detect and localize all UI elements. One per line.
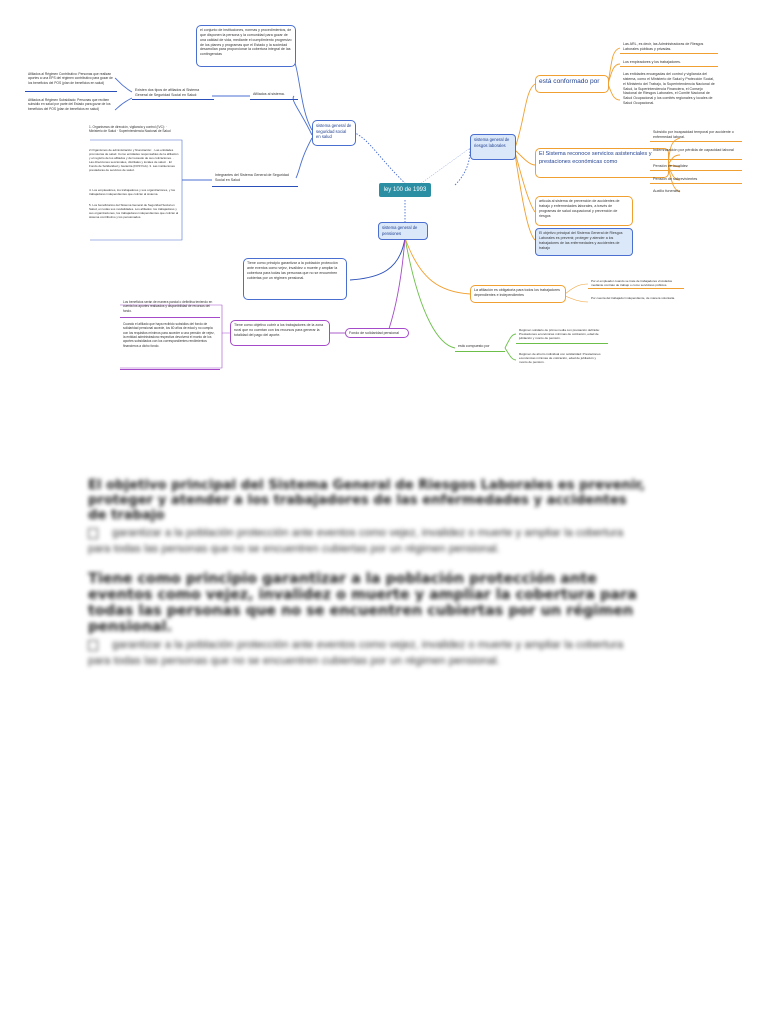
conformado-2: Los empleadores y los trabajadores.: [620, 58, 718, 67]
sgss-definition: el conjunto de instituciones, normas y procedimientos, de que disponen la persona y la comunidad para gozar de una calidad de vida, mediante el cumplimiento progresivo de los planes y programas que el Estado y la sociedad desarrollan para proporcionar la cobertura integral de las contingencias: [196, 25, 296, 67]
regimen-contributivo: Afiliados al Régimen Contributivo: Personas que realizan aportes a una EPS del régimen contributivo para gozar de los beneficios del POS (plan de beneficios en salud): [25, 70, 117, 92]
pensiones-node: sistema general de pensiones: [378, 222, 428, 240]
fondo-objetivo: Tiene como objetivo cubrir a los trabajadores de la zona rural que no cuentan con los recursos para generar la totalidad del pago del aporte.: [230, 320, 330, 346]
prestacion-2: Indemnización por pérdida de capacidad laboral: [650, 146, 742, 160]
mind-map: [0, 0, 768, 440]
afiliacion-1: Por el empleador cuando se trate de trabajadores vinculados mediante contrato de trabajo o como servidores públicos.: [588, 277, 684, 289]
integrante-2: 2.Organismos de administración y financiación: · Las entidades promotoras de salud. Como entidades responsables de la afiliación y el registro de los afiliados y del recaudo de sus cotizaciones. · Las direcciones seccionales, distritales y locales de salud. · El Fondo de Solidaridad y Garantía (FOSYGA). 3. Las instituciones prestadoras de servicios de salud.: [89, 148, 179, 173]
afiliacion-2: Por cuenta del trabajador independiente, de manera voluntaria.: [591, 296, 676, 300]
connector: [115, 78, 132, 92]
reconoce-node: El Sistema reconoce servicios asistenciales y prestaciones económicas como: [535, 148, 669, 178]
connector: [405, 238, 455, 348]
connector: [388, 238, 405, 332]
regimen-1: Régimen solidario de prima media con prestación definida: Prestaciones económicas mínimas de cotización, edad de jubilación y monto de pensión.: [516, 326, 608, 344]
prestacion-4: Pensión de sobrevivientes: [650, 175, 742, 184]
sgss-node: sistema general de seguridad social en salud: [312, 120, 356, 146]
prestacion-5: Auxilio funerario: [653, 189, 681, 193]
connector: [405, 238, 470, 294]
connector: [350, 238, 405, 280]
conformado-node: está conformado por: [535, 75, 609, 93]
connector: [505, 334, 516, 348]
fondo-beneficios: Los beneficios serán de manera parcial o definitiva teniendo en cuenta los aportes realizados y disponibilidad de recursos del fondo.: [120, 298, 220, 318]
conformado-1: Las ARL, es decir, las Administradoras de Riesgos Laborales públicas y privadas.: [620, 40, 718, 54]
connector: [608, 84, 620, 100]
pensiones-principio: Tiene como principio garantizar a la población protección ante eventos como vejez, invalidez o muerte y ampliar la cobertura para todas las personas que no se encuentren cubiertas por un régimen pensional.: [243, 258, 347, 300]
connector: [565, 296, 588, 302]
conformado-3: Las entidades encargadas del control y vigilancia del sistema, como el Ministerio de Salud y Protección Social, el Ministerio del Trabajo, la Superintendencia Nacional de Salud, la Superintendencia Financiera, el Consejo Nacional de Riesgos Laborales, el Comité Nacional de Salud Ocupacional y los comités regionales y locales de Salud Ocupacional.: [623, 72, 715, 106]
connector: [505, 348, 516, 360]
integrante-1: 1. Organismos de dirección, vigilancia y control (IVC): · Ministerio de Salud · Superintendencia Nacional de Salud: [89, 125, 171, 134]
connector: [296, 138, 312, 178]
afiliacion-node: La afiliación es obligatoria para todos los trabajadores dependientes e independientes: [470, 285, 566, 303]
connector: [515, 154, 535, 240]
riesgos-node: sistema general de riesgos laborales: [470, 134, 516, 160]
connector: [565, 284, 588, 294]
fondo-afiliado: Cuando el afiliado que haya recibido subsidios del fondo de solidaridad pensional accede, los 60 años de edad y no cumpla con los requisitos mínimos para acceder a una pensión de vejez, la entidad administradora respectiva devolverá el monto de los aportes subsidiados con los correspondientes rendimientos financieros a dicho fondo.: [120, 320, 220, 370]
paragraph-1: garantizar a la población protección ante eventos como vejez, invalidez o muerte y ampliar la cobertura para todas las personas que no se encuentren cubiertas por un régimen pensional.: [88, 527, 624, 555]
articula-node: articula al sistema de prevención de accidentes de trabajo y enfermedades laborales, a través de programas de salud ocupacional y prevención de riesgos: [535, 196, 633, 226]
integrante-5: 5. Los beneficiarios del Sistema General de Seguridad Social en Salud, en todas sus modalidades. Los afiliados: los trabajadores y sus organizaciones, los trabajadores independientes que cotizan al sistema contributivo y los pensionados.: [89, 203, 179, 220]
prestacion-1: Subsidio por incapacidad temporal por accidente o enfermedad laboral.: [650, 128, 742, 142]
connector: [515, 152, 535, 212]
central-topic: ley 100 de 1993: [379, 183, 431, 197]
integrante-4: 4. Los empleadores, los trabajadores y sus organizaciones, y los trabajadores independientes que cotizan al sistema.: [89, 188, 176, 197]
heading-1: El objetivo principal del Sistema General de Riesgos Laborales es prevenir, proteger y atender a los trabajadores de las enfermedades y accidentes de trabajo: [88, 478, 646, 523]
tipos-afiliados: Existen dos tipos de afiliados al Sistema General de Seguridad Social en Salud:: [132, 86, 214, 100]
afiliados-node: Afiliados al sistema.: [250, 90, 298, 100]
regimen-2: Régimen de ahorro individual con solidaridad: Prestaciones económicas mínimas de cotización, edad de jubilación y monto de pensión.: [519, 352, 601, 365]
paragraph-2: garantizar a la población protección ante eventos como vejez, invalidez o muerte y ampliar la cobertura para todas las personas que no se encuentren cubiertas por un régimen pensional.: [88, 639, 624, 667]
objetivo-riesgos: El objetivo principal del Sistema General de Riesgos Laborales es prevenir, proteger y atender a los trabajadores de las enfermedades y accidentes de trabajo: [535, 228, 633, 256]
checkbox-icon: [88, 528, 98, 539]
prestacion-3: Pensión de invalidez: [650, 162, 742, 171]
document-text: [88, 478, 648, 683]
connector: [115, 98, 132, 110]
heading-2: Tiene como principio garantizar a la población protección ante eventos como vejez, invalidez o muerte y ampliar la cobertura para todas las personas que no se encuentren cubiertas por un régimen pensional.: [88, 571, 637, 635]
fondo-solidaridad: Fondo de solidaridad pensional: [345, 328, 409, 338]
compuesto-node: está compuesto por: [455, 342, 505, 352]
connector: [515, 84, 535, 148]
checkbox-icon: [88, 640, 98, 651]
connector: [355, 133, 410, 188]
regimen-subsidiado: Afiliados al Régimen Subsidiado: Personas que reciben subsidio en salud por parte del Estado para gozar de los beneficios del POS (plan de beneficios en salud): [28, 98, 111, 111]
integrantes-node: Integrantes del Sistema General de Seguridad Social en Salud: [212, 171, 298, 187]
